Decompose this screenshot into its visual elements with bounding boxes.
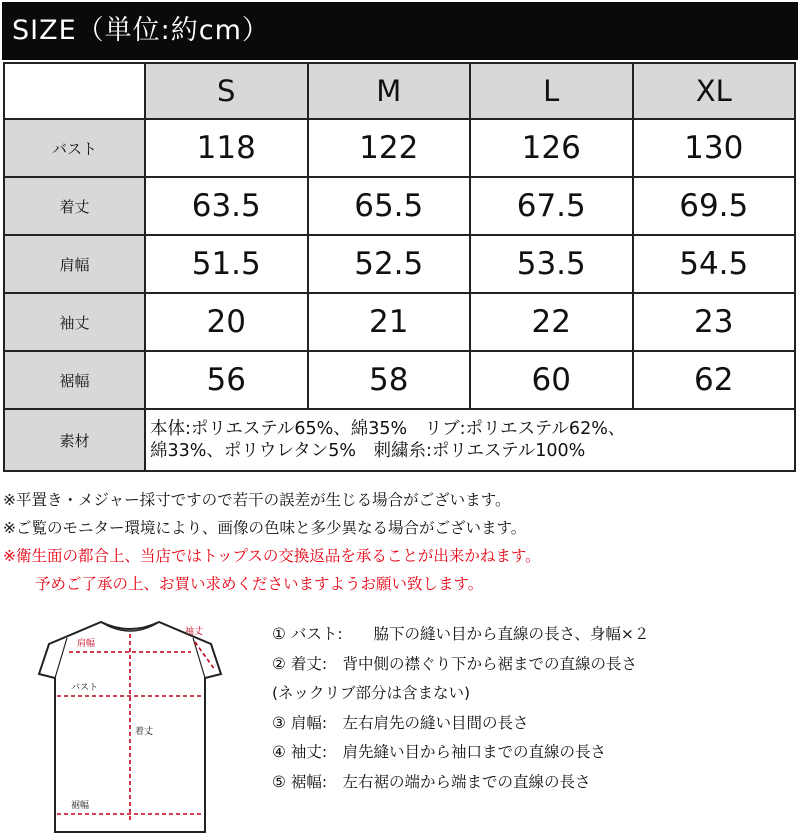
table-cell: 53.5 bbox=[470, 235, 633, 293]
table-cell: 56 bbox=[145, 351, 308, 409]
size-header-xl: XL bbox=[633, 63, 796, 119]
note-acknowledgement: 予めご了承の上、お買い求めくださいますようお願い致します。 bbox=[35, 575, 484, 593]
diagram-label-length: 着丈 bbox=[135, 727, 154, 737]
size-header-row bbox=[4, 63, 795, 119]
row-label-length: 着丈 bbox=[4, 177, 145, 235]
size-chart-title: SIZE（単位:約cm） bbox=[2, 2, 798, 60]
table-corner-cell bbox=[4, 63, 145, 119]
table-row-shoulder bbox=[4, 235, 795, 293]
tshirt-measurement-diagram bbox=[15, 614, 245, 834]
row-label-shoulder: 肩幅 bbox=[4, 235, 145, 293]
table-cell: 65.5 bbox=[308, 177, 471, 235]
table-cell: 51.5 bbox=[145, 235, 308, 293]
legend-item-length: ② 着丈: 背中側の襟ぐり下から裾までの直線の長さ bbox=[272, 654, 638, 673]
table-row-hem bbox=[4, 351, 795, 409]
table-cell: 118 bbox=[145, 119, 308, 177]
row-label-material: 素材 bbox=[4, 409, 145, 471]
table-row-sleeve bbox=[4, 293, 795, 351]
legend-item-shoulder: ③ 肩幅: 左右肩先の縫い目間の長さ bbox=[272, 713, 529, 732]
table-cell: 52.5 bbox=[308, 235, 471, 293]
note-measurement-error: ※平置き・メジャー採寸ですので若干の誤差が生じる場合がございます。 bbox=[3, 491, 511, 509]
table-cell: 23 bbox=[633, 293, 796, 351]
table-cell: 69.5 bbox=[633, 177, 796, 235]
size-header-s: S bbox=[145, 63, 308, 119]
note-no-returns: ※衛生面の都合上、当店ではトップスの交換返品を承ることが出来かねます。 bbox=[3, 547, 541, 565]
row-label-sleeve: 袖丈 bbox=[4, 293, 145, 351]
table-cell: 130 bbox=[633, 119, 796, 177]
size-header-l: L bbox=[470, 63, 633, 119]
legend-item-sleeve: ④ 袖丈: 肩先縫い目から袖口までの直線の長さ bbox=[272, 743, 607, 761]
diagram-label-hem: 裾幅 bbox=[71, 801, 90, 811]
legend-item-hem: ⑤ 裾幅: 左右裾の端から端までの直線の長さ bbox=[272, 772, 591, 791]
table-cell: 60 bbox=[470, 351, 633, 409]
row-label-bust: バスト bbox=[4, 119, 145, 177]
material-line-2: 綿33%、ポリウレタン5% 刺繍糸:ポリエステル100% bbox=[150, 441, 586, 461]
size-table bbox=[3, 62, 796, 472]
table-cell: 22 bbox=[470, 293, 633, 351]
legend-item-length-note: (ネックリブ部分は含まない) bbox=[272, 684, 471, 702]
table-row-length bbox=[4, 177, 795, 235]
size-header-m: M bbox=[308, 63, 471, 119]
measurement-legend bbox=[272, 620, 792, 797]
table-cell: 54.5 bbox=[633, 235, 796, 293]
notes-section bbox=[3, 486, 797, 598]
diagram-label-shoulder: 肩幅 bbox=[77, 639, 96, 649]
diagram-label-bust: バスト bbox=[71, 683, 99, 693]
table-row-material bbox=[4, 409, 795, 471]
table-cell: 20 bbox=[145, 293, 308, 351]
note-monitor-color: ※ご覧のモニター環境により、画像の色味と多少異なる場合がございます。 bbox=[3, 519, 527, 537]
row-label-hem: 裾幅 bbox=[4, 351, 145, 409]
table-cell: 126 bbox=[470, 119, 633, 177]
tshirt-diagram-svg bbox=[15, 614, 245, 834]
diagram-label-sleeve: 袖丈 bbox=[185, 627, 204, 637]
material-line-1: 本体:ポリエステル65%、綿35% リブ:ポリエステル62%、 bbox=[150, 419, 626, 439]
table-cell: 63.5 bbox=[145, 177, 308, 235]
table-cell: 21 bbox=[308, 293, 471, 351]
table-cell: 58 bbox=[308, 351, 471, 409]
legend-item-bust: ① バスト: 脇下の縫い目から直線の長さ、身幅×２ bbox=[272, 625, 650, 643]
material-cell bbox=[145, 409, 795, 471]
table-row-bust bbox=[4, 119, 795, 177]
table-cell: 62 bbox=[633, 351, 796, 409]
table-cell: 67.5 bbox=[470, 177, 633, 235]
table-cell: 122 bbox=[308, 119, 471, 177]
